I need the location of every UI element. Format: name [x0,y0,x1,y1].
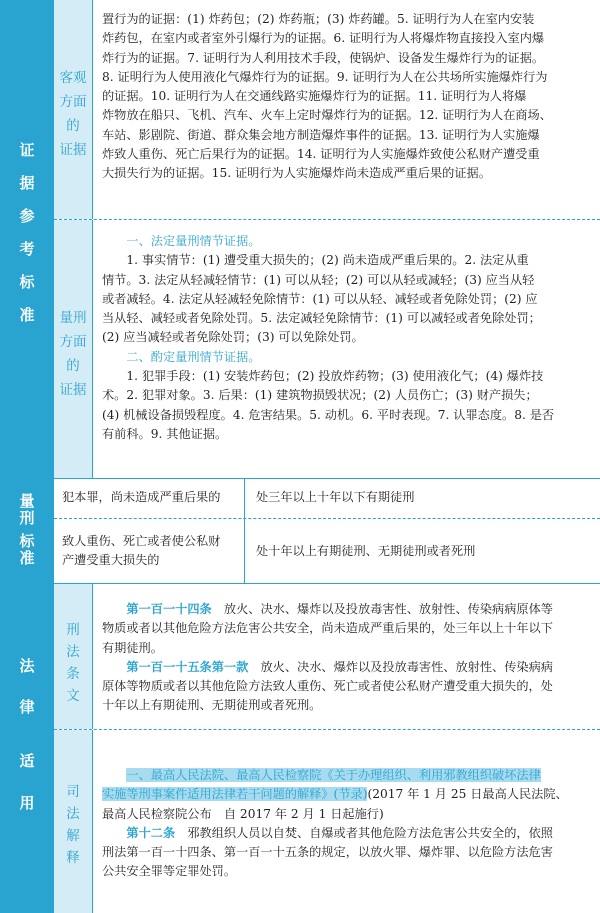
sentencing-evidence-text [94,232,600,444]
divider [54,219,600,220]
text-line: 术。2. 犯罪对象。3. 后果：(1) 建筑物损毁状况；(2) 人员伤亡；(3) 财产损失； [102,388,538,403]
text-line: 刑法第一百一十四条、第一百一十五条的规定，以放火罪、爆炸罪、以危险方法危害 [102,845,553,860]
standard-penalty-2: 处十年以上有期徒刑、无期徒刑或者死刑 [256,544,476,558]
sentencing-evidence-label: 量刑 方面 的 证据 [54,220,93,478]
text-line: 或者减轻。4. 法定从轻减轻免除情节：(1) 可以从轻、减轻或者免除处罚；(2) 应 [102,291,538,306]
text-line: 炸致人重伤、死亡后果行为的证据。14. 证明行为人实施爆炸致使公私财产遭受重 [102,147,540,162]
text-line: (4) 机械设备损毁程度。4. 危害结果。5. 动机。6. 平时表现。7. 认罪态度。8. 是否 [102,407,555,422]
standard-penalty-1: 处三年以上十年以下有期徒刑 [256,490,415,504]
judicial-interpretation-text: 一、最高人民法院、最高人民检察院《关于办理组织、利用邪教组织破坏法律 实施等刑事案件适用法律若干问题的解释》(节录)(2017 年 1 月 25 日最高人民法院、 最高人民检察院公布 自 2017 年 2 月 1 日起施行) 第十二条 邪教组织人员以自焚、自爆或者其他危险方法危害公共安全的，依照 刑法第一百一十四条、第一百一十五条的规定，以放火罪、爆炸罪、以危险方法危害 公共安全罪等定罪处罚。 [94,766,600,882]
article-115-title: 第一百一十五条第一款 [126,659,249,674]
text-line: 公共安全罪等定罪处罚。 [102,864,237,879]
criminal-law-label: 刑 法 条 文 [54,584,93,729]
text-line: 炸行为的证据。7. 证明行为人利用技术手段，使锅炉、设备发生爆炸行为的证据。 [102,50,545,65]
standard-condition-1: 犯本罪，尚未造成严重后果的 [62,490,221,504]
article-12-title: 第十二条 [126,825,176,840]
text-line: 情节。3. 法定从轻减轻情节：(1) 可以从轻；(2) 可以从轻或减轻；(3) 应当从轻 [102,272,535,287]
text-line: 有前科。9. 其他证据。 [102,426,228,441]
interpretation-source: 最高人民检察院公布 自 2017 年 2 月 1 日起施行) [102,806,384,821]
judicial-interpretation-label: 司 法 解 释 [54,730,93,913]
divider [0,478,600,479]
heading-discretionary: 二、酌定量刑情节证据。 [126,349,261,364]
text-line: 置行为的证据：(1) 炸药包；(2) 炸药瓶；(3) 炸药罐。5. 证明行为人在室内安装 [102,12,535,26]
text-line: 当从轻、减轻或者免除处罚。5. 法定减轻免除情节：(1) 可以减轻或者免除处罚； [102,311,541,326]
text-line: 有期徒刑。 [102,640,163,655]
text-line: 1. 犯罪手段：(1) 安装炸药包；(2) 投放炸药物；(3) 使用液化气；(4) 爆炸技 [126,369,544,384]
article-114-title: 第一百一十四条 [126,602,212,616]
text-line: 车站、影剧院、街道、群众集会地方制造爆炸事件的证据。13. 证明行为人实施爆 [102,127,540,142]
objective-evidence-text [94,10,600,184]
text-line: 8. 证明行为人使用液化气爆炸行为的证据。9. 证明行为人在公共场所实施爆炸行为 [102,69,548,84]
heading-statutory: 一、法定量刑情节证据。 [126,234,261,248]
divider [54,729,600,730]
divider [54,518,600,519]
text-line: 炸药包，在室内或者室外引爆行为的证据。6. 证明行为人将爆炸物直接投入室内爆 [102,31,545,46]
text-line: 大损失行为的证据。15. 证明行为人实施爆炸尚未造成严重后果的证据。 [102,166,491,181]
standard-condition-2: 致人重伤、死亡或者使公私财 产遭受重大损失的 [62,534,221,568]
interpretation-title: 一、最高人民法院、最高人民检察院《关于办理组织、利用邪教组织破坏法律 [126,768,541,782]
text-line: 1. 事实情节：(1) 遭受重大损失的；(2) 尚未造成严重后果的。2. 法定从重 [126,253,529,268]
divider [244,479,245,583]
law-section-label: 法 律 适 用 [0,584,54,913]
text-line: 原体等物质或者以其他危险方法致人重伤、死亡或者使公私财产遭受重大损失的，处 [102,679,553,694]
text-line: 物质或者以其他危险方法危害公共安全，尚未造成严重后果的，处三年以上十年以下 [102,621,553,636]
objective-evidence-label: 客观 方面 的 证据 [54,0,93,219]
text-line: 炸物放在船只、飞机、汽车、火车上定时爆炸行为的证据。12. 证明行为人在商场、 [102,108,552,123]
text-line: (2) 应当减轻或者免除处罚；(3) 可以免除处罚。 [102,330,364,345]
criminal-law-text: 第一百一十四条 放火、决水、爆炸以及投放毒害性、放射性、传染病病原体等 物质或者以其他危险方法危害公共安全，尚未造成严重后果的，处三年以上十年以下 有期徒刑。 第一百一十五条第一款 放火、决水、爆炸以及投放毒害性、放射性、传染病病 原体等物质或者以其他危险方法致人重伤、死亡或者使公私财产遭受重大损失的，处 十年以上有期徒刑、无期徒刑或者死刑。 [94,600,600,716]
text-line: 的证据。10. 证明行为人在交通线路实施爆炸行为的证据。11. 证明行为人将爆 [102,89,527,104]
interpretation-title: 实施等刑事案件适用法律若干问题的解释》(节录) [102,787,368,802]
standard-section-label: 量 刑 标 准 [0,479,54,583]
evidence-section-label: 证 据 参 考 标 准 [0,0,54,478]
text-line: 十年以上有期徒刑、无期徒刑或者死刑。 [102,698,322,713]
